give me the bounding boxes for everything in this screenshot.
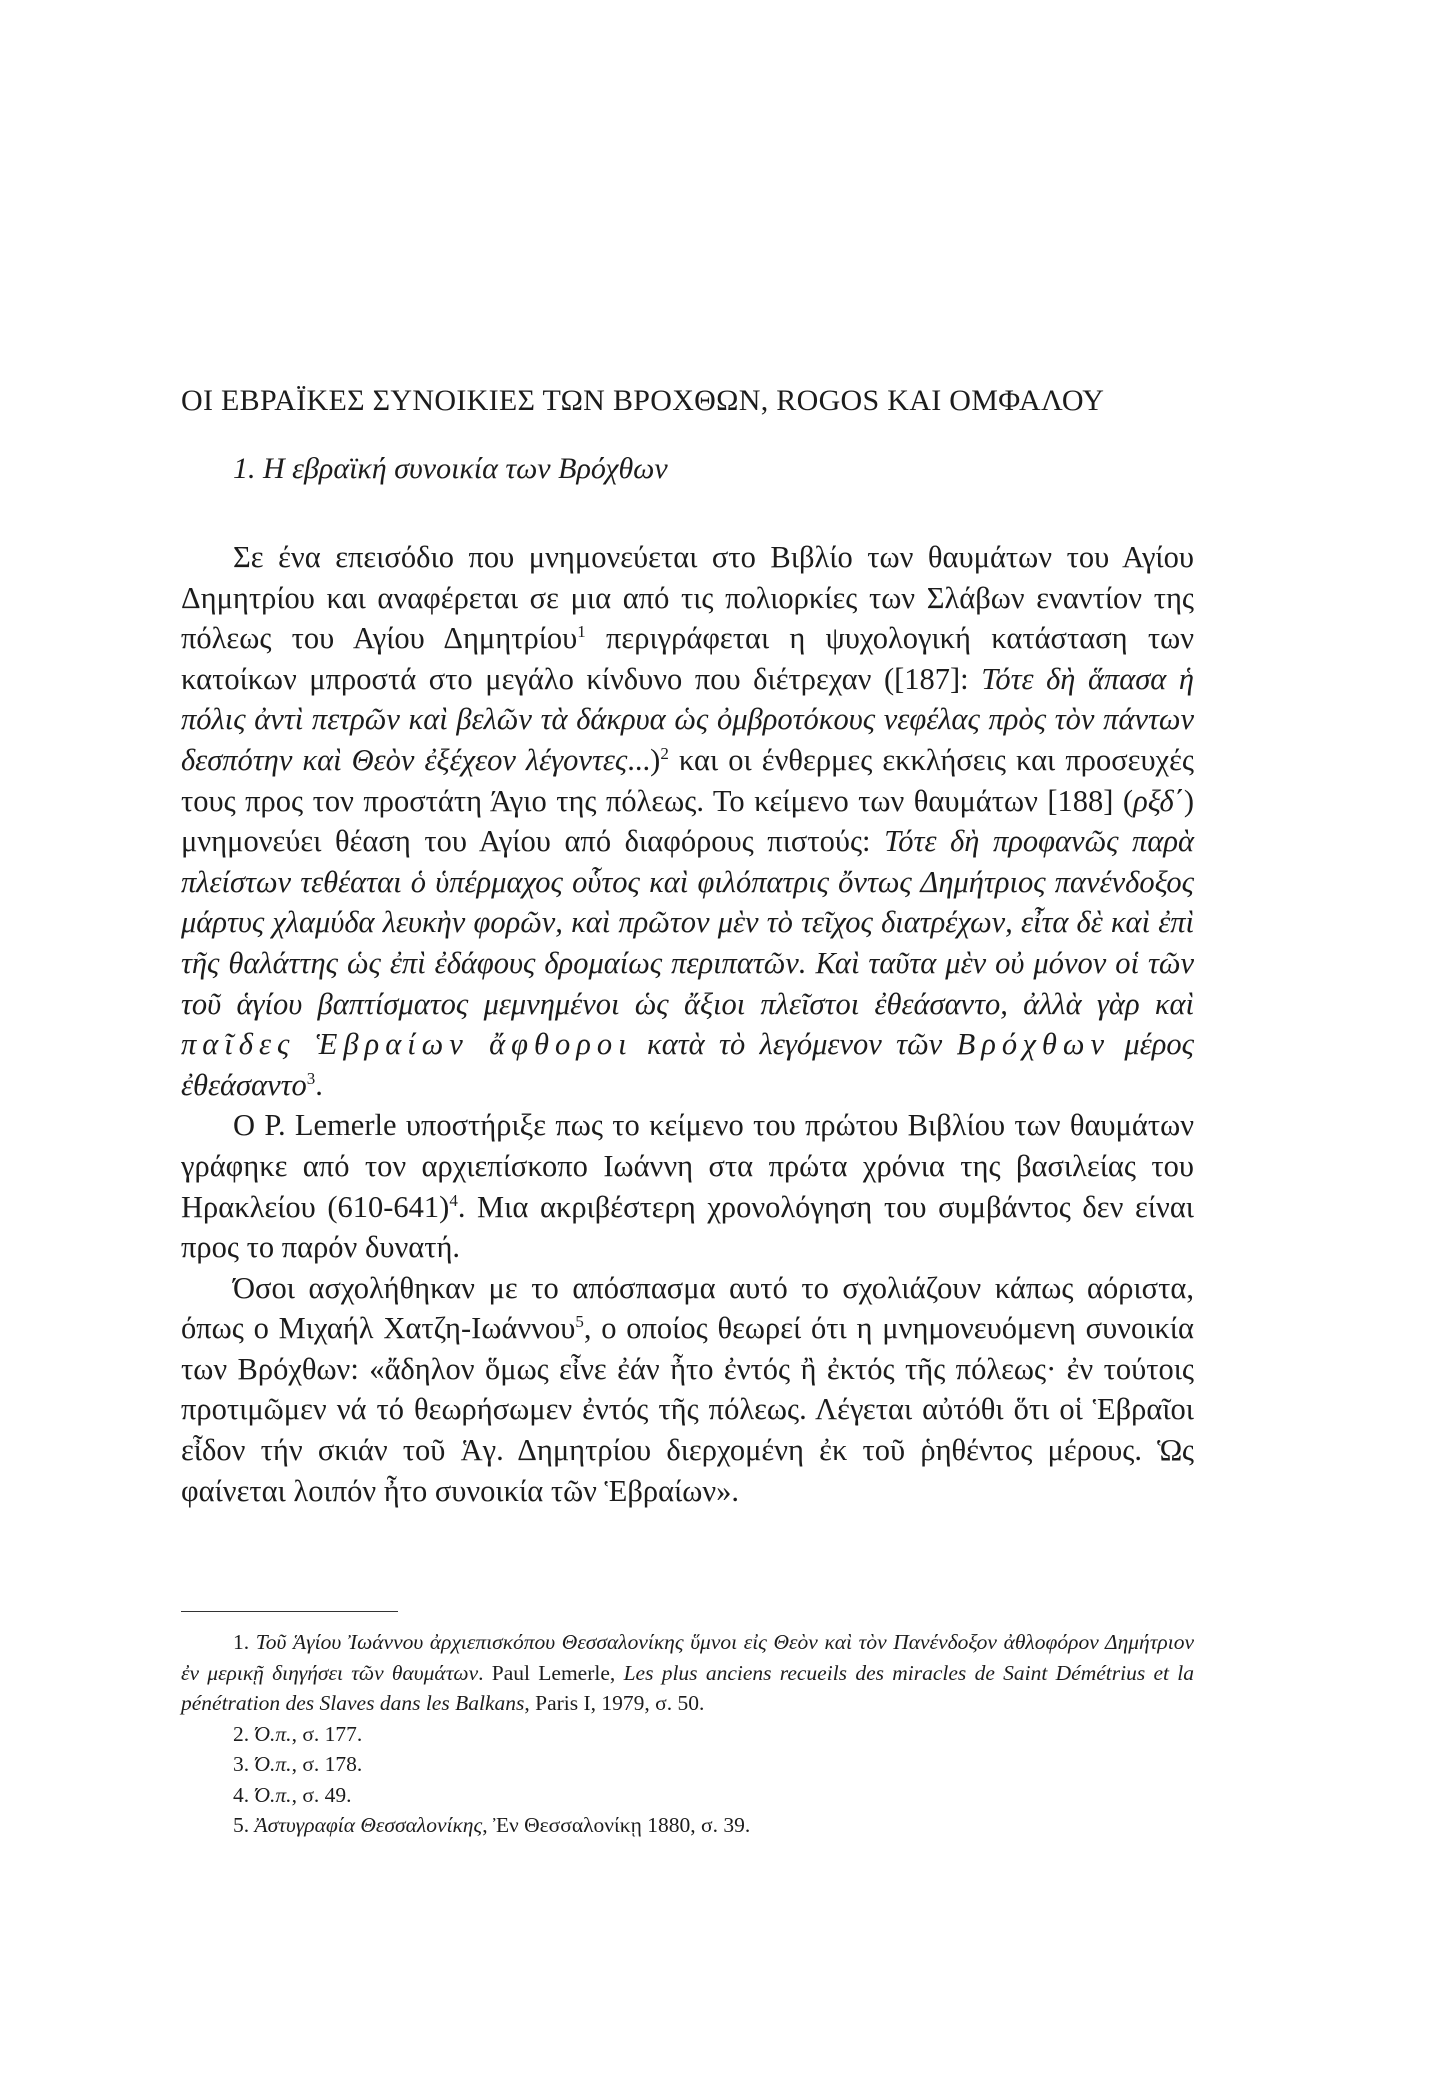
body-text xyxy=(181,537,1194,1511)
footnote-1: 1. Τοῦ Ἁγίου Ἰωάννου ἀρχιεπισκόπου Θεσσαλονίκης ὕμνοι εἰς Θεὸν καὶ τὸν Πανένδοξον ἀθλοφόρον Δημήτριον ἐν μερικῇ διηγήσει τῶν θαυμάτων. Paul Lemerle, Les plus anciens recueils des miracles de Saint Démétrius et la pénétration des Slaves dans les Balkans, Paris I, 1979, σ. 50. xyxy=(181,1630,1194,1715)
spaced-emphasis: παῖδες Ἑβραίων ἄφθοροι xyxy=(181,1027,633,1062)
footnote-5: 5. Ἀστυγραφία Θεσσαλονίκης, Ἐν Θεσσαλονίκῃ 1880, σ. 39. xyxy=(233,1813,751,1837)
section-heading: 1. Η εβραϊκή συνοικία των Βρόχθων xyxy=(233,452,668,485)
section-reference: ρξδ΄ xyxy=(1133,783,1184,818)
document-page xyxy=(181,0,1194,2086)
quotation: Τότε δὴ προφανῶς παρὰ πλείστων τεθέαται ὁ ὑπέρμαχος οὗτος καὶ φιλόπατρις ὄντως Δημήτριος πανένδοξος μάρτυς χλαμύδα λευκὴν φορῶν, καὶ πρῶτον μὲν τὸ τεῖχος διατρέχων, εἶτα δὲ καὶ ἐπὶ τῆς θαλάττης ὡς ἐπὶ ἐδάφους δρομαίως περιπατῶν. Καὶ ταῦτα μὲν οὐ μόνον οἱ τῶν τοῦ ἁγίου βαπτίσματος μεμνημένοι ὡς ἄξιοι πλεῖστοι ἐθεάσαντο, ἀλλὰ γὰρ καὶ xyxy=(181,824,1195,1021)
paragraph-2: Ο P. Lemerle υποστήριξε πως το κείμενο του πρώτου Βιβλίου των θαυμάτων γράφηκε από τον αρχιεπίσκοπο Ιωάννη στα πρώτα χρόνια της βασιλείας του Ηρακλείου $(610-641)^4$. Μια ακριβέστερη χρονολόγηση του συμβάντος δεν είναι προς το παρόν δυνατή. xyxy=(181,1108,1194,1265)
footnote-ref-1[interactable]: 1 xyxy=(577,622,586,642)
footnote-divider xyxy=(181,1611,398,1612)
footnote-4: 4. Ό.π., σ. 49. xyxy=(233,1782,352,1807)
footnote-ref-3[interactable]: 3 xyxy=(306,1068,316,1088)
paragraph-1: Σε ένα επεισόδιο που μνημονεύεται στο Βιβλίο των θαυμάτων του Αγίου Δημητρίου και αναφέρεται σε μια από τις πολιορκίες των Σλάβων εναντίον της πόλεως του Αγίου Δημητρίου$^1$ περιγράφεται η ψυχολογική κατάσταση των κατοίκων μπροστά στο μεγάλο κίνδυνο που διέτρεχαν ([187]: Τότε δὴ ἅπασα ἡ πόλις ἀντὶ πετρῶν καὶ βελῶν τὰ δάκρυα ὡς ὀμβροτόκους νεφέλας πρὸς τὸν πάντων δεσπότην καὶ Θεὸν ἐξέχεον λέγοντες...)$^2$ και οι ένθερμες εκκλήσεις και προσευχές τους προς τον προστάτη Άγιο της πόλεως. Το κείμενο των θαυμάτων [188] (ρξδ΄) μνημονεύει θέαση του Αγίου από διαφόρους πιστούς: Τότε δὴ προφανῶς παρὰ πλείστων τεθέαται ὁ ὑπέρμαχος οὗτος καὶ φιλόπατρις ὄντως Δημήτριος πανένδοξος μάρτυς χλαμύδα λευκὴν φορῶν, καὶ πρῶτον μὲν τὸ τεῖχος διατρέχων, εἶτα δὲ καὶ ἐπὶ τῆς θαλάττης ὡς ἐπὶ ἐδάφους δρομαίως περιπατῶν. Καὶ ταῦτα μὲν οὐ μόνον οἱ τῶν τοῦ ἁγίου βαπτίσματος μεμνημένοι ὡς ἄξιοι πλεῖστοι ἐθεάσαντο, ἀλλὰ γὰρ καὶ παῖδες Ἑβραίων ἄφθοροι κατὰ τὸ λεγόμενον τῶν Βρόχθων μέρος ἐθεάσαντο$^3$. xyxy=(181,540,1195,1102)
footnote-ref-4[interactable]: 4 xyxy=(449,1190,458,1210)
footnote-3: 3. Ό.π., σ. 178. xyxy=(233,1752,363,1776)
footnotes xyxy=(181,1627,1194,1841)
chapter-title: ΟΙ ΕΒΡΑΪΚΕΣ ΣΥΝΟΙΚΙΕΣ ΤΩΝ ΒΡΟΧΘΩΝ, ROGOS ΚΑΙ ΟΜΦΑΛΟΥ xyxy=(181,384,1105,417)
quotation: Τότε δὴ ἅπασα ἡ πόλις ἀντὶ πετρῶν καὶ βελῶν τὰ δάκρυα ὡς ὀμβροτόκους νεφέλας πρὸς τὸν πάντων δεσπότην καὶ Θεὸν ἐξέχεον λέγοντες xyxy=(181,661,1194,777)
spaced-emphasis: Βρόχθων xyxy=(956,1027,1110,1062)
footnote-2: 2. Ό.π., σ. 177. xyxy=(233,1721,363,1746)
paragraph-3: Όσοι ασχολήθηκαν με το απόσπασμα αυτό το σχολιάζουν κάπως αόριστα, όπως ο Μιχαήλ Χατζη-Ιωάννου$^5$, ο οποίος θεωρεί ότι η μνημονευόμενη συνοικία των Βρόχθων: «ἄδηλον ὅμως εἶνε ἐάν ἦτο ἐντός ἢ ἐκτός τῆς πόλεως· ἐν τούτοις προτιμῶμεν νά τό θεωρήσωμεν ἐντός τῆς πόλεως. Λέγεται αὐτόθι ὅτι οἱ Ἑβραῖοι εἶδον τήν σκιάν τοῦ Ἁγ. Δημητρίου διερχομένη ἐκ τοῦ ῥηθέντος μέρους. Ὡς φαίνεται λοιπόν ἦτο συνοικία τῶν Ἑβραίων». xyxy=(181,1270,1194,1508)
footnote-ref-2[interactable]: 2 xyxy=(660,743,669,763)
footnote-ref-5[interactable]: 5 xyxy=(575,1312,584,1332)
